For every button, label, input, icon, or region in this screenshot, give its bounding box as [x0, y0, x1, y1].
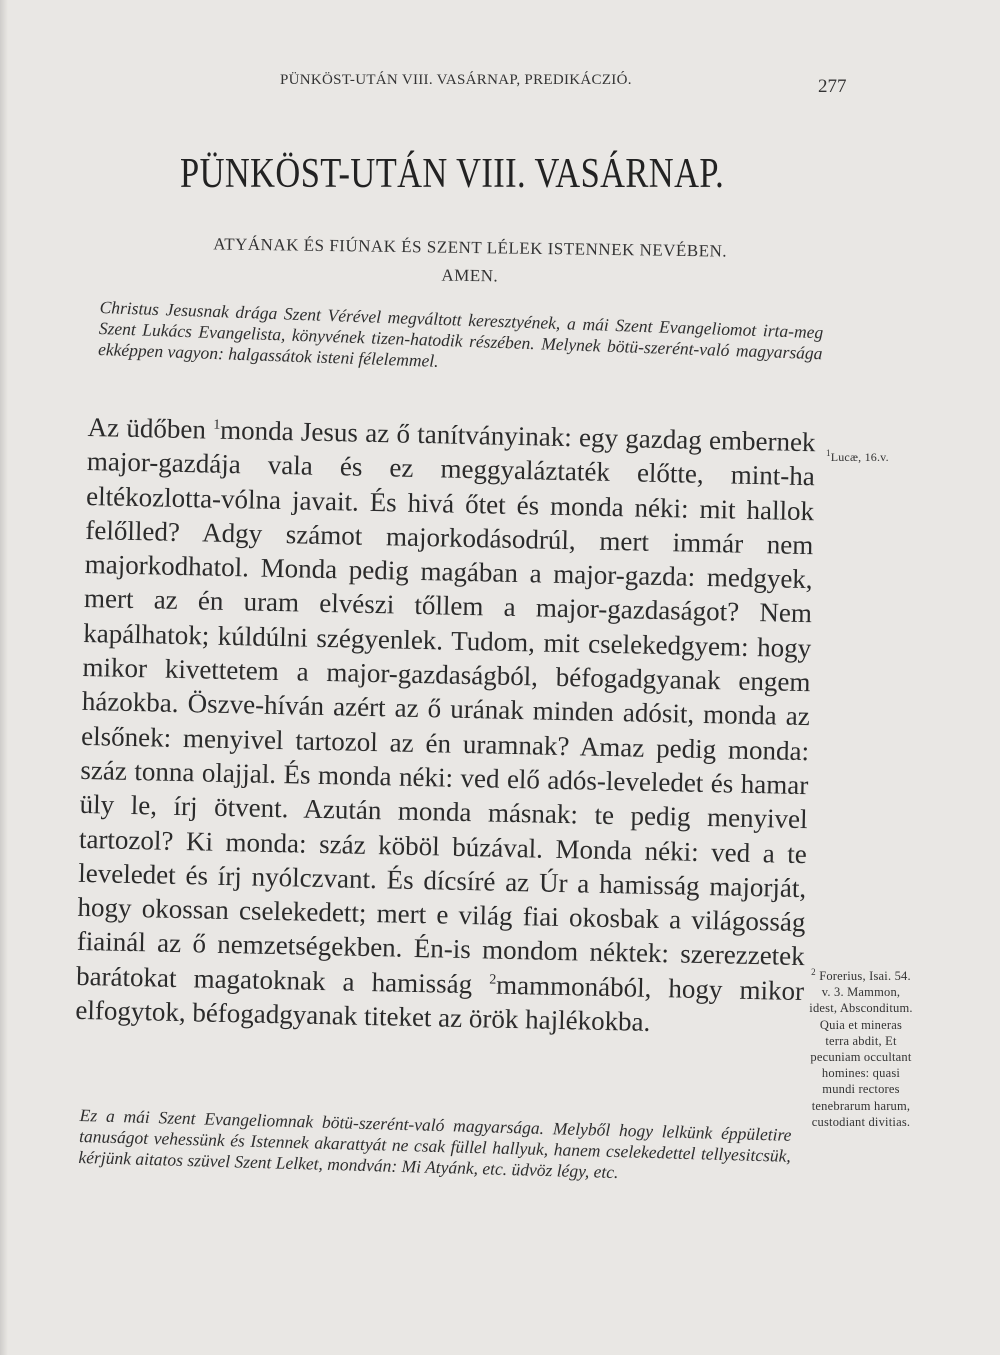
gospel-opening: Az üdőben: [87, 411, 207, 445]
margin-note-1: [826, 450, 946, 465]
intro-paragraph: Christus Jesusnak drága Szent Vérével megváltott keresztyének, a mái Szent Evangeliomot irta-meg Szent Lukács Evangelista, könyvének tizen-hatodik részében. Melynek bötü-szerént-való magyarsága ekképpen vagyon: halgassátok isteni félelemmel.: [97, 297, 824, 371]
margin-note-2-text: Forerius, Isai. 54. v. 3. Mammon, idest, Absconditum. Quia et mineras terra abdit, Et pecuniam occultant homines: quasi mundi rectores tenebrarum harum, custodiant divitias.: [809, 969, 913, 1129]
page-title: PÜNKÖST-UTÁN VIII. VASÁRNAP.: [180, 151, 725, 197]
scan-edge-shadow: [0, 0, 8, 1355]
invocation-line-2: AMEN.: [441, 265, 499, 286]
gospel-body-1: monda Jesus az ő tanítványinak: egy gazdag embernek major-gazdája vala és ez meggyaláztaték előtte, mint-ha eltékozlotta-vólna javait. És hivá őtet és monda néki: mit hallok felőlled? Adgy számot majorkodásodrúl, mert immár nem majorkodhatol. Monda pedig magában a major-gazda: medgyek, mert az én uram elvészi tőllem a major-gazdaságot? Nem kapálhatok; kúldúlni szégyenlek. Tudom, mit cselekedgyem: hogy mikor kivettetem a major-gazdaságból, béfogadgyanak engem házokba. Öszve-híván azért az ő urának minden adósit, monda az elsőnek: menyivel tartozol az én uramnak? Amaz pedig monda: száz tonna olajjal. És monda néki: ved elő adós-leveledet és hamar üly le, írj ötvent. Azután monda másnak: te pedig menyivel tartozol? Ki monda: száz köböl búzával. Monda néki: ved a te leveledet és írj nyólczvant. És dícsíré az Úr a hamisság majorját, hogy okossan cselekedett; mert e világ fiai okosbak a világosság fiainál az ő nemzetségekben. Én-is mondom néktek: szerezzetek barátokat magatoknak a hamisság: [75, 414, 816, 999]
margin-note-1-marker: 1: [826, 448, 831, 458]
margin-note-2-marker: 2: [811, 967, 816, 977]
closing-paragraph: Ez a mái Szent Evangeliomnak bötü-szerént-való magyarsága. Melyből hogy lelkünk éppületire tanuságot vehessünk és Istennek akarattyát ne csak füllel hallyuk, hanem cselekedettel tellyesitcsük, kérjünk aitatos szüvel Szent Lelket, mondván: Mi Atyánk, etc. üdvöz légy, etc.: [78, 1105, 792, 1183]
gospel-body-2: mammonából, hogy mikor elfogytok, béfogadgyanak titeket az örök hajlékokba.: [75, 969, 805, 1037]
invocation: [140, 229, 801, 294]
running-head: PÜNKÖST-UTÁN VIII. VASÁRNAP, PREDIKÁCZIÓ.: [280, 72, 632, 88]
page-number: 277: [818, 76, 847, 97]
margin-note-1-text: Lucæ, 16.v.: [830, 450, 889, 464]
footnote-marker-2: 2: [489, 972, 497, 988]
footnote-marker-1: 1: [213, 417, 221, 433]
gospel-text: [75, 410, 816, 1042]
invocation-line-1: ATYÁNAK ÉS FIÚNAK ÉS SZENT LÉLEK ISTENNEK NEVÉBEN.: [213, 234, 728, 261]
margin-note-2: [808, 968, 914, 1130]
